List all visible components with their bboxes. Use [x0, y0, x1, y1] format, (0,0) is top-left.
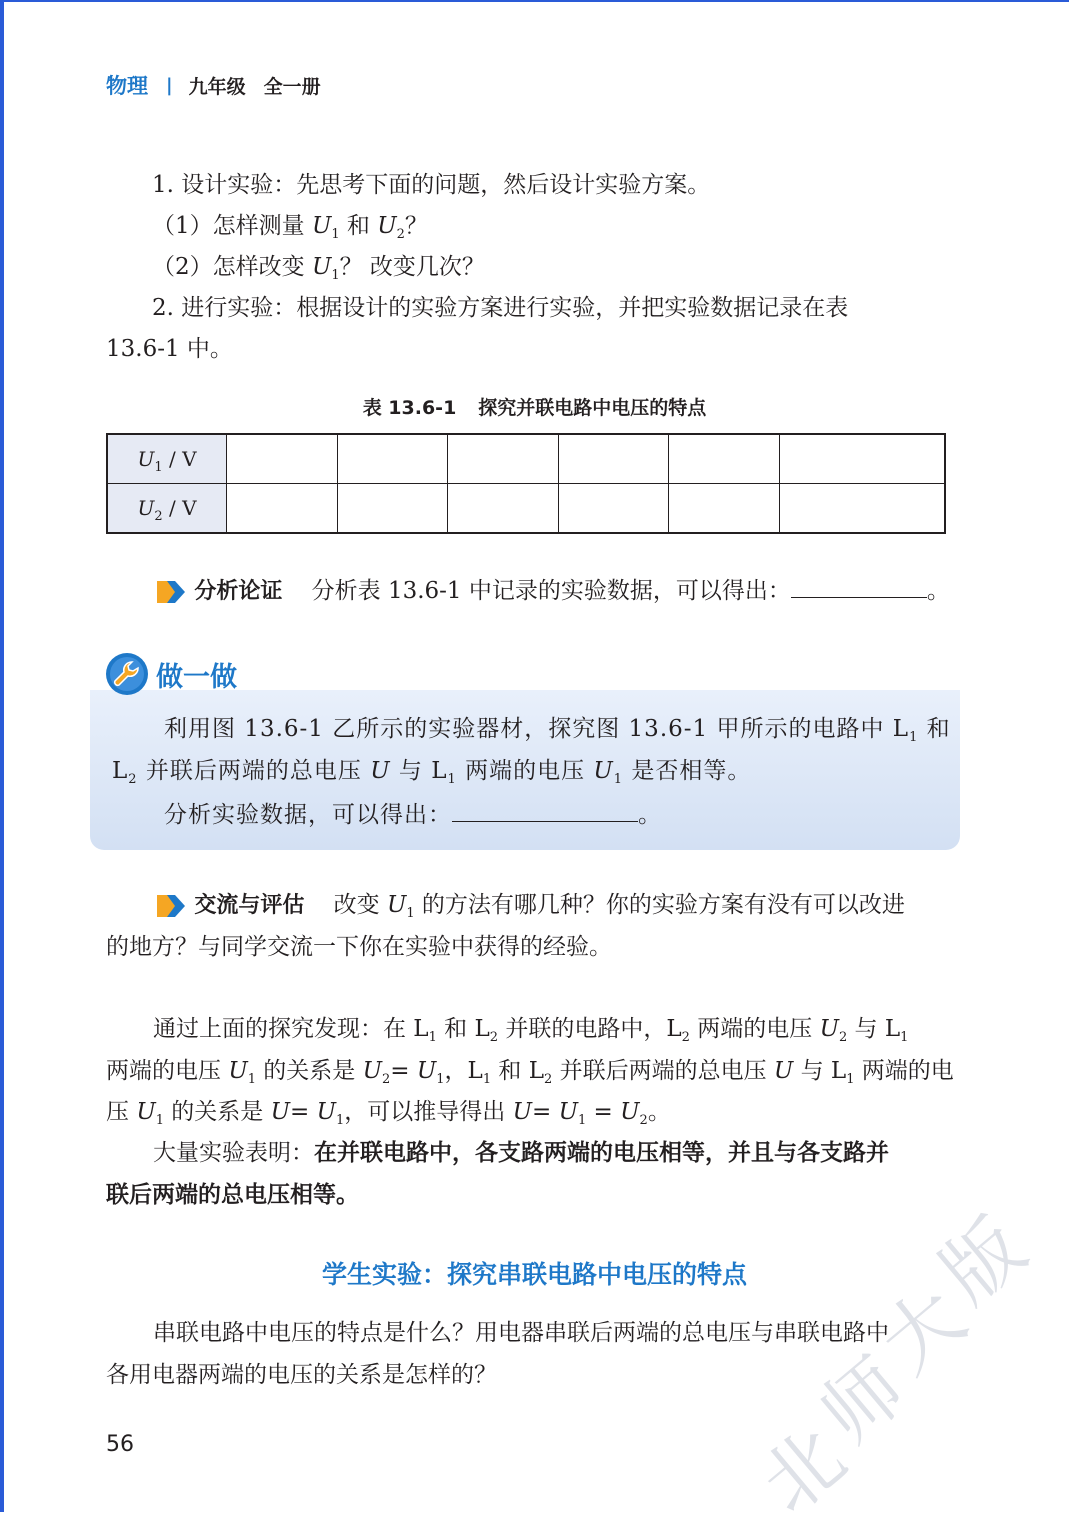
activity-line-1: 利用图 13.6-1 乙所示的实验器材，探究图 13.6-1 甲所示的电路中 $L_1$ 和 — [164, 716, 951, 745]
table-cell[interactable] — [779, 484, 945, 534]
publisher-watermark: 北 师 大 版 — [744, 1201, 1043, 1531]
table-cell[interactable] — [779, 434, 945, 484]
table-cell[interactable] — [669, 484, 780, 534]
conclusion-line-3: 压 $U_1$ 的关系是 $U= U_1$，可以推导得出 $U= U_1 = U_2$。 — [106, 1099, 671, 1128]
row-label-u2: $U_2$ / V — [107, 484, 227, 534]
exchange-label: 交流与评估 — [194, 893, 305, 918]
arrow-icon — [153, 578, 187, 606]
table-cell[interactable] — [669, 434, 780, 484]
step-2-line-1: 2. 进行实验：根据设计的实验方案进行实验，并把实验数据记录在表 — [152, 295, 849, 321]
exchange-line-2: 的地方？与同学交流一下你在实验中获得的经验。 — [106, 934, 612, 960]
wrench-icon — [104, 651, 150, 697]
activity-title: 做一做 — [156, 661, 237, 693]
table-cell[interactable] — [448, 484, 559, 534]
analysis-label: 分析论证 — [194, 579, 283, 604]
analysis-paragraph: 分析论证 分析表 13.6-1 中记录的实验数据，可以得出： 。 — [153, 573, 950, 607]
activity-answer-blank[interactable] — [452, 797, 638, 822]
conclusion-line-2: 两端的电压 $U_1$ 的关系是 $U_2= U_1$，$L_1$ 和 $L_2$ 并联后两端的总电压 U 与 $L_1$ 两端的电 — [106, 1058, 954, 1087]
activity-line-3: 分析实验数据，可以得出： 。 — [164, 797, 662, 830]
table-row — [107, 484, 945, 534]
header-separator: | — [166, 74, 173, 96]
conclusion-line-4: 大量实验表明：在并联电路中，各支路两端的电压相等，并且与各支路并 — [153, 1140, 889, 1166]
table-caption: 表 13.6-1 探究并联电路中电压的特点 — [362, 397, 707, 419]
section-heading: 学生实验：探究串联电路中电压的特点 — [321, 1260, 747, 1289]
arrow-icon — [153, 892, 187, 920]
table-cell[interactable] — [337, 434, 448, 484]
exchange-line-1: 交流与评估 改变 $U_1$ 的方法有哪几种？你的实验方案有没有可以改进 — [153, 890, 905, 921]
step-2-line-2: 13.6-1 中。 — [106, 336, 233, 362]
question-2: （2）怎样改变 $U_1$？ 改变几次？ — [152, 254, 485, 283]
table-cell[interactable] — [448, 434, 559, 484]
row-label-u1: $U_1$ / V — [107, 434, 227, 484]
answer-blank[interactable] — [791, 573, 927, 598]
table-cell[interactable] — [337, 484, 448, 534]
table-cell[interactable] — [227, 484, 338, 534]
data-table — [106, 433, 946, 534]
section-line-2: 各用电器两端的电压的关系是怎样的？ — [106, 1362, 497, 1388]
table-row — [107, 434, 945, 484]
section-line-1: 串联电路中电压的特点是什么？用电器串联后两端的总电压与串联电路中 — [153, 1320, 889, 1346]
step-1: 1. 设计实验：先思考下面的问题，然后设计实验方案。 — [152, 172, 711, 198]
header-subject: 物理 — [106, 74, 148, 98]
table-cell[interactable] — [558, 484, 669, 534]
activity-header — [104, 651, 237, 697]
page-frame-top — [0, 0, 1069, 2]
header-volume: 全一册 — [263, 75, 321, 98]
table-cell[interactable] — [227, 434, 338, 484]
conclusion-line-5: 联后两端的总电压相等。 — [106, 1182, 359, 1208]
page-number: 56 — [106, 1432, 134, 1457]
running-header — [106, 70, 321, 100]
activity-line-2: $L_2$ 并联后两端的总电压 U 与 $L_1$ 两端的电压 $U_1$ 是否相等。 — [112, 758, 752, 787]
key-conclusion: 在并联电路中，各支路两端的电压相等，并且与各支路并 — [314, 1140, 889, 1166]
conclusion-line-1: 通过上面的探究发现：在 $L_1$ 和 $L_2$ 并联的电路中，$L_2$ 两端的电压 $U_2$ 与 $L_1$ — [153, 1016, 909, 1045]
question-1: （1）怎样测量 $U_1$ 和 $U_2$？ — [152, 213, 428, 242]
header-grade: 九年级 — [188, 75, 246, 98]
table-cell[interactable] — [558, 434, 669, 484]
